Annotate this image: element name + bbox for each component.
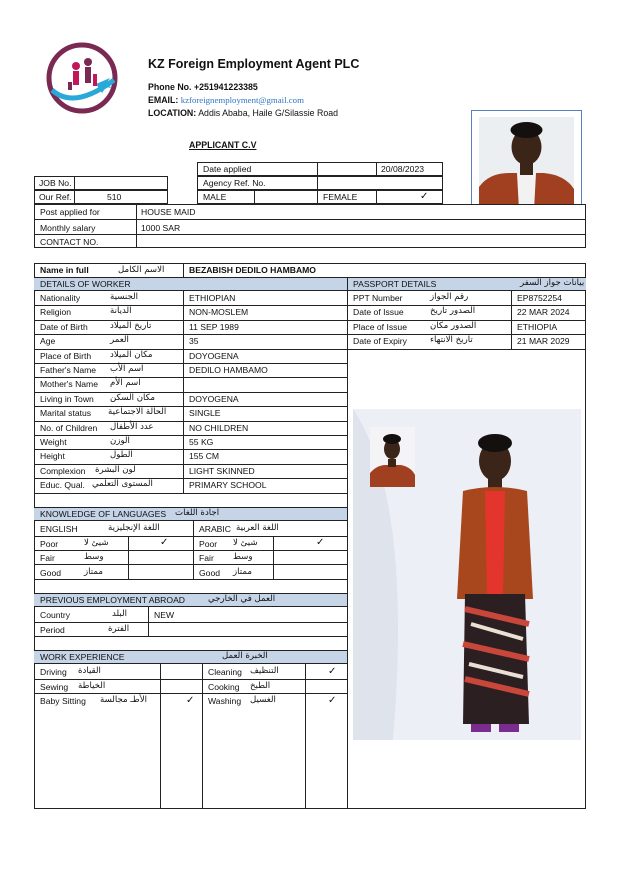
worker-field-label: No. of Children <box>40 422 98 433</box>
email-link[interactable]: kzforeignemployment@gmail.com <box>180 95 304 105</box>
worker-field-value: SINGLE <box>189 408 221 419</box>
period-label-ar: الفترة <box>108 624 130 634</box>
experience-right-label-ar: الغسيل <box>250 695 276 705</box>
country-label: Country <box>40 610 71 620</box>
period-label: Period <box>40 625 65 635</box>
job-no-label: JOB No. <box>39 178 72 188</box>
experience-left-label: Baby Sitting <box>40 696 86 706</box>
date-applied-label: Date applied <box>203 164 252 174</box>
worker-field-value: 11 SEP 1989 <box>189 321 239 332</box>
applicant-portrait-photo <box>479 117 574 210</box>
passport-field-value: EP8752254 <box>517 293 562 303</box>
arabic-level-label-ar: وسط <box>233 552 253 563</box>
arabic-level-label-ar: ممتاز <box>233 566 252 577</box>
date-applied-value: 20/08/2023 <box>381 164 425 174</box>
worker-field-label: Marital status <box>40 408 92 419</box>
passport-field-label-ar: تاريخ الانتهاء <box>430 335 473 346</box>
experience-right-label: Washing <box>208 696 242 706</box>
worker-field-label-ar: لون البشرة <box>95 464 136 475</box>
worker-field-label-ar: الديانة <box>110 306 132 317</box>
experience-right-tick: ✓ <box>328 666 337 677</box>
passport-field-value: 22 MAR 2024 <box>517 307 570 318</box>
our-ref-label: Our Ref. <box>39 192 72 202</box>
experience-right-label-ar: الطبخ <box>250 680 271 691</box>
location-value: Addis Ababa, Haile G/Silassie Road <box>198 108 339 118</box>
passport-field-value: 21 MAR 2029 <box>517 336 570 347</box>
worker-field-value: NON-MOSLEM <box>189 307 249 318</box>
row-divider <box>34 478 347 479</box>
row-divider <box>34 392 347 393</box>
arabic-label-ar: اللغة العربية <box>236 523 279 533</box>
company-location-row <box>148 109 338 118</box>
experience-right-tick: ✓ <box>328 695 337 706</box>
languages-heading: KNOWLEDGE OF LANGUAGES <box>40 509 167 519</box>
worker-field-label: Date of Birth <box>40 321 88 332</box>
worker-field-label-ar: عدد الأطفال <box>110 421 154 432</box>
female-label: FEMALE <box>323 192 358 202</box>
passport-heading-ar: بيانات جواز السفر <box>520 278 585 288</box>
experience-left-tick: ✓ <box>186 695 195 706</box>
arabic-level-label-ar: شيئ لا <box>233 538 258 548</box>
passport-field-label: Date of Expiry <box>353 336 407 347</box>
passport-field-value: ETHIOPIA <box>517 321 558 332</box>
experience-left-label: Driving <box>40 667 67 677</box>
row-divider <box>34 363 347 364</box>
worker-field-label-ar: المستوى التعلمي <box>92 479 153 490</box>
worker-field-value: PRIMARY SCHOOL <box>189 480 267 491</box>
post-label: Post applied for <box>40 207 100 217</box>
worker-field-label-ar: اسم الأب <box>110 364 144 374</box>
location-label: LOCATION: <box>148 108 197 118</box>
experience-right-label-ar: التنظيف <box>250 666 279 676</box>
passport-col-divider <box>511 291 512 349</box>
worker-field-label: Mother's Name <box>40 379 98 390</box>
male-label: MALE <box>203 192 227 202</box>
worker-field-label: Nationality <box>40 293 81 303</box>
worker-field-value: DEDILO HAMBAMO <box>189 365 268 375</box>
english-label-ar: اللغة الإنجليزية <box>108 523 160 533</box>
english-level-label-ar: وسط <box>84 552 104 563</box>
previous-heading-ar: العمل في الخارجي <box>208 594 276 604</box>
name-label: Name in full <box>40 265 89 275</box>
experience-left-label: Sewing <box>40 681 69 692</box>
arabic-level-tick: ✓ <box>316 537 325 548</box>
worker-field-label-ar: مكان السكن <box>110 392 155 403</box>
worker-field-label: Height <box>40 451 65 462</box>
experience-heading-ar: الخبرة العمل <box>222 651 268 661</box>
worker-field-label-ar: اسم الأم <box>110 378 141 389</box>
previous-heading: PREVIOUS EMPLOYMENT ABROAD <box>40 595 186 605</box>
row-divider <box>34 320 347 321</box>
worker-field-value: 55 KG <box>189 437 214 447</box>
company-logo <box>44 40 120 116</box>
worker-field-value: NO CHILDREN <box>189 422 249 433</box>
arabic-label: ARABIC <box>199 524 231 534</box>
worker-col-divider <box>183 291 184 493</box>
our-ref-value: 510 <box>107 192 122 202</box>
arabic-level-label: Poor <box>199 539 218 549</box>
worker-field-label-ar: الجنسية <box>110 292 139 302</box>
worker-field-value: 35 <box>189 336 199 347</box>
worker-field-value: 155 CM <box>189 451 220 462</box>
post-value: HOUSE MAID <box>141 207 196 217</box>
arabic-level-label: Fair <box>199 553 214 564</box>
row-divider <box>34 349 347 350</box>
worker-field-label-ar: الطول <box>110 450 133 461</box>
worker-field-value: LIGHT SKINNED <box>189 465 255 476</box>
contact-label: CONTACT NO. <box>40 237 99 247</box>
worker-field-label: Weight <box>40 437 67 447</box>
passport-field-label-ar: الصدور تاريخ <box>430 306 476 317</box>
name-label-ar: الاسم الكامل <box>118 265 165 275</box>
row-divider <box>34 449 347 450</box>
company-name: KZ Foreign Employment Agent PLC <box>148 57 360 71</box>
row-divider <box>34 377 347 378</box>
row-divider <box>34 464 347 465</box>
arabic-level-label: Good <box>199 567 221 578</box>
row-divider <box>34 406 347 407</box>
full-name-value: BEZABISH DEDILO HAMBAMO <box>189 265 316 275</box>
english-level-label-ar: ممتاز <box>84 566 103 577</box>
company-email-row <box>148 96 304 105</box>
english-level-label: Good <box>40 567 62 578</box>
passport-field-label-ar: الصدور مكان <box>430 320 477 331</box>
email-label: EMAIL: <box>148 95 179 105</box>
post-salary-contact-block <box>34 204 586 248</box>
worker-heading: DETAILS OF WORKER <box>40 279 131 289</box>
salary-label: Monthly salary <box>40 223 96 233</box>
worker-field-label: Place of Birth <box>40 350 92 361</box>
worker-field-label: Complexion <box>40 465 86 476</box>
languages-heading-ar: اجادة اللغات <box>175 508 220 518</box>
english-label: ENGLISH <box>40 524 78 534</box>
gender-row <box>197 190 443 204</box>
experience-left-label-ar: الأطـ مجالسة <box>100 695 148 705</box>
english-level-label: Fair <box>40 553 55 564</box>
worker-field-value: DOYOGENA <box>189 350 239 361</box>
applicant-full-body-photo <box>353 409 581 740</box>
country-value: NEW <box>154 610 175 620</box>
experience-right-label: Cooking <box>208 681 240 692</box>
worker-field-label: Educ. Qual. <box>40 480 85 491</box>
experience-heading: WORK EXPERIENCE <box>40 652 125 662</box>
english-level-tick: ✓ <box>160 537 169 548</box>
worker-field-label-ar: الوزن <box>110 436 130 446</box>
english-level-label: Poor <box>40 539 59 549</box>
worker-field-label-ar: العمر <box>110 335 129 346</box>
experience-left-label-ar: الخياطة <box>78 680 106 691</box>
worker-field-label-ar: تاريخ الميلاد <box>110 320 152 331</box>
worker-field-label: Living in Town <box>40 393 94 404</box>
passport-field-label-ar: رقم الجواز <box>430 292 469 302</box>
row-divider <box>34 305 347 306</box>
worker-field-label: Religion <box>40 307 72 318</box>
row-divider <box>34 435 347 436</box>
agency-ref-label: Agency Ref. No. <box>203 178 266 188</box>
experience-right-label: Cleaning <box>208 667 242 677</box>
worker-field-label: Father's Name <box>40 365 97 375</box>
company-phone: Phone No. +251941223385 <box>148 82 258 92</box>
worker-field-value: ETHIOPIAN <box>189 293 236 303</box>
experience-left-label-ar: القيادة <box>78 666 101 676</box>
globe-plane-logo-icon <box>44 40 120 116</box>
passport-field-label: Place of Issue <box>353 321 407 332</box>
passport-heading: PASSPORT DETAILS <box>353 279 437 289</box>
worker-field-value: DOYOGENA <box>189 393 239 404</box>
worker-field-label-ar: مكان الميلاد <box>110 349 153 360</box>
worker-field-label: Age <box>40 336 56 347</box>
country-label-ar: البلد <box>112 609 127 619</box>
female-tick: ✓ <box>420 191 429 202</box>
row-divider <box>34 421 347 422</box>
passport-field-label: Date of Issue <box>353 307 404 318</box>
page-title: APPLICANT C.V <box>189 140 257 150</box>
salary-value: 1000 SAR <box>141 223 181 233</box>
english-level-label-ar: شيئ لا <box>84 538 109 548</box>
row-divider <box>34 334 347 335</box>
row-divider <box>347 349 586 350</box>
worker-field-label-ar: الحالة الاجتماعية <box>108 407 167 418</box>
passport-field-label: PPT Number <box>353 293 403 303</box>
